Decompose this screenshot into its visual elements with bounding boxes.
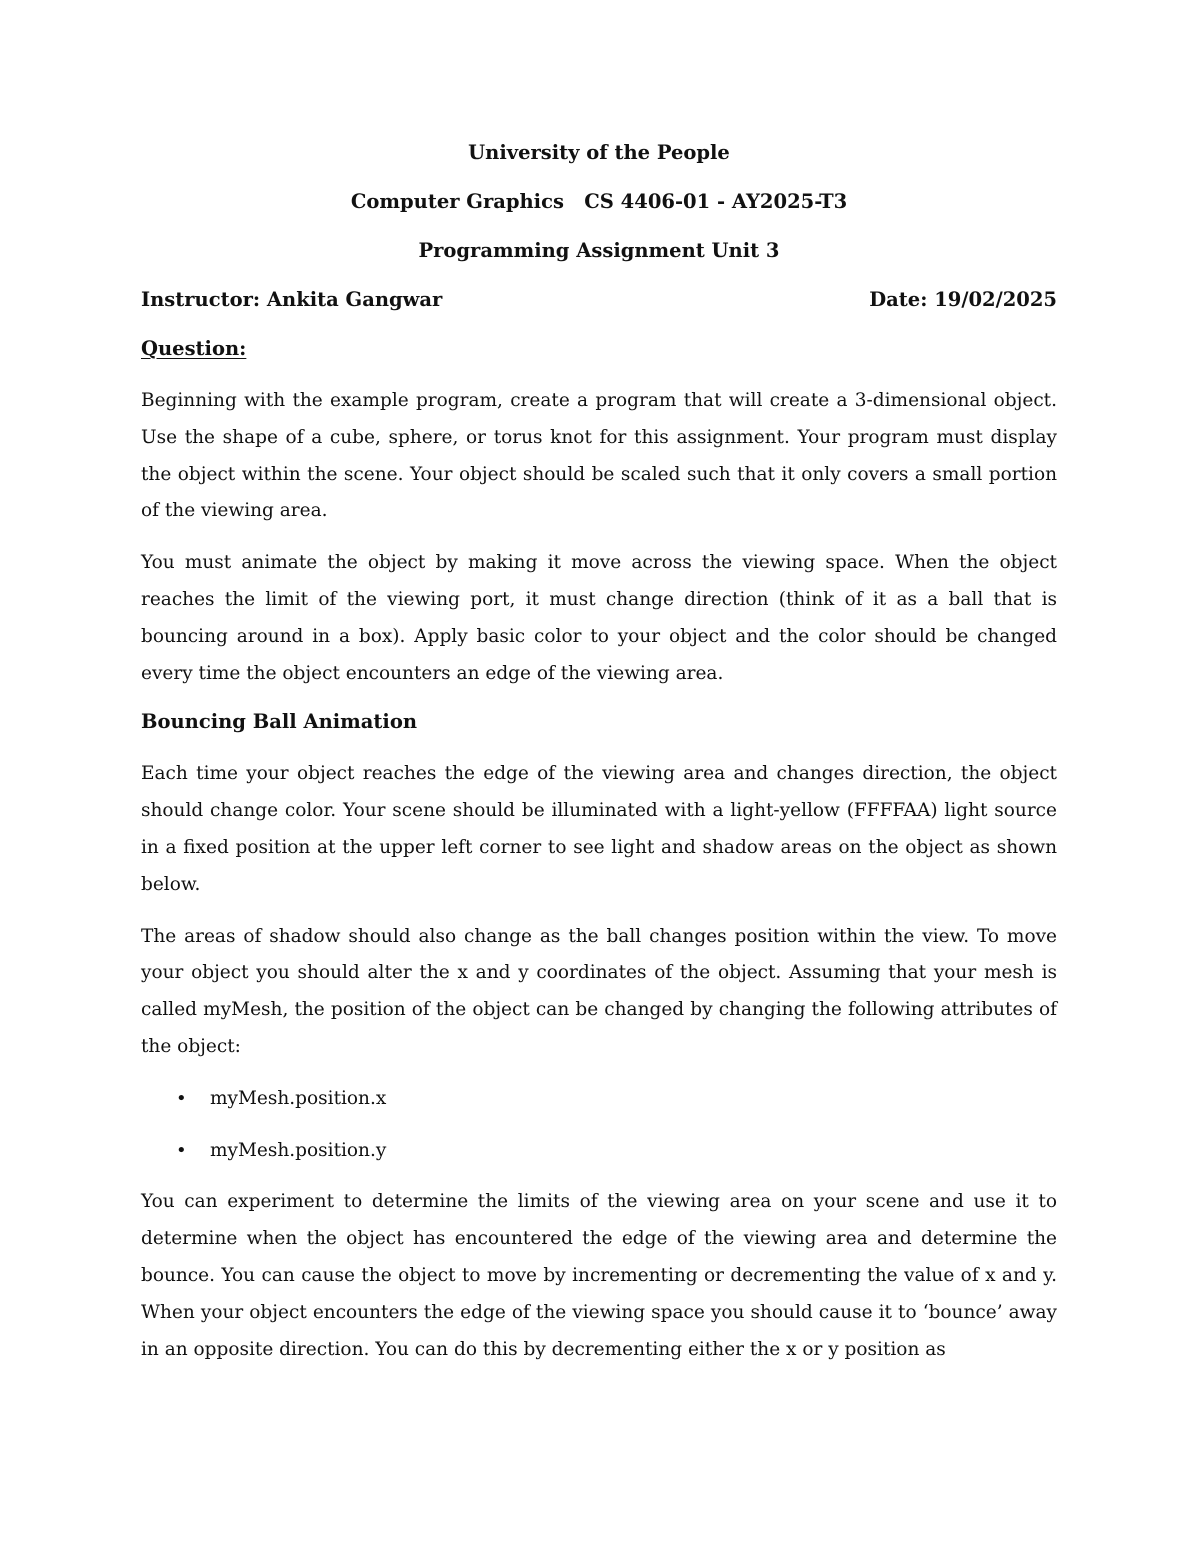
attribute-list bbox=[141, 1081, 1057, 1170]
meta-row bbox=[141, 285, 1057, 315]
bullet-icon: • bbox=[176, 1139, 187, 1161]
section-heading: Bouncing Ball Animation bbox=[141, 710, 418, 734]
question-heading: Question: bbox=[141, 337, 247, 360]
instructor-line: Instructor: Ankita Gangwar bbox=[141, 288, 443, 311]
university-title: University of the People bbox=[468, 141, 730, 164]
section-paragraph-1: Each time your object reaches the edge of the viewing area and changes direction, the object should change color. Your scene should be illuminated with a light-yellow (FFFFAA) light source in a fixed position at the upper left corner to see light and shadow areas on the object as shown below. bbox=[141, 763, 1057, 895]
list-item bbox=[141, 1081, 1057, 1118]
document-body bbox=[141, 138, 1057, 1383]
section-paragraph-2: The areas of shadow should also change as the ball changes position within the view. To move your object you should alter the x and y coordinates of the object. Assuming that your mesh is called myMesh, the position of the object can be changed by changing the following attributes of the object: bbox=[141, 925, 1057, 1057]
bullet-icon: • bbox=[176, 1087, 187, 1109]
list-item bbox=[141, 1133, 1057, 1170]
list-item-text: myMesh.position.y bbox=[210, 1139, 387, 1161]
date-line: Date: 19/02/2025 bbox=[869, 288, 1057, 311]
course-title: Computer Graphics CS 4406-01 - AY2025-T3 bbox=[350, 190, 848, 213]
question-paragraph-2: You must animate the object by making it move across the viewing space. When the object reaches the limit of the viewing port, it must change direction (think of it as a ball that is bouncing around in a box). Apply basic color to your object and the color should be changed every time the object encounters an edge of the viewing area. bbox=[141, 552, 1057, 684]
list-item-text: myMesh.position.x bbox=[210, 1087, 387, 1109]
assignment-title: Programming Assignment Unit 3 bbox=[418, 239, 780, 262]
section-paragraph-3: You can experiment to determine the limits of the viewing area on your scene and use it to determine when the object has encountered the edge of the viewing area and determine the bounce. You can cause the object to move by incrementing or decrementing the value of x and y. When your object encounters the edge of the viewing space you should cause it to ‘bounce’ away in an opposite direction. You can do this by decrementing either the x or y position as bbox=[141, 1191, 1057, 1360]
question-paragraph-1: Beginning with the example program, create a program that will create a 3-dimensional object. Use the shape of a cube, sphere, or torus knot for this assignment. Your program must display the object within the scene. Your object should be scaled such that it only covers a small portion of the viewing area. bbox=[141, 390, 1057, 522]
